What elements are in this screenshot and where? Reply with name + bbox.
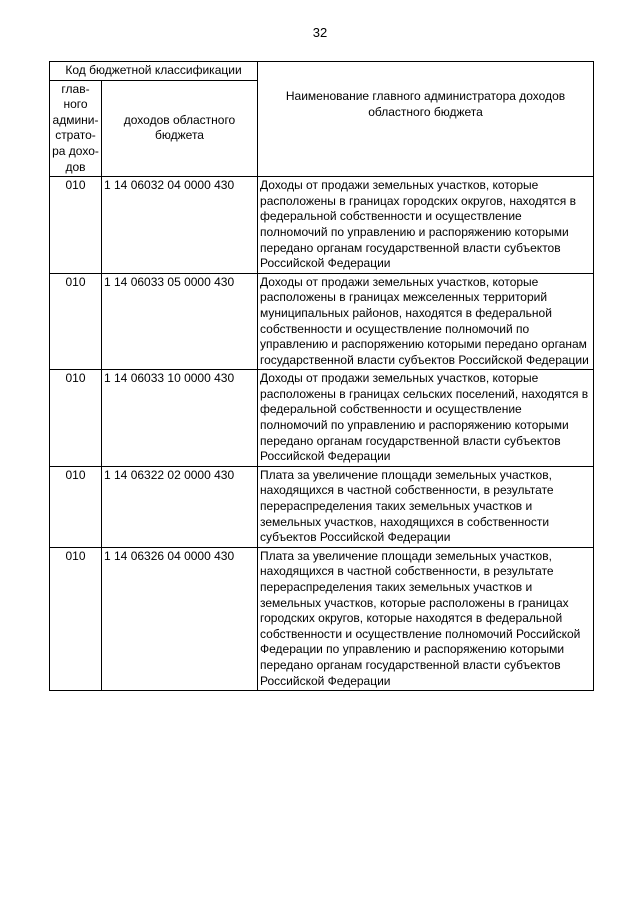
table-row (50, 547, 594, 690)
row-budget-code: 1 14 06322 02 0000 430 (102, 466, 258, 547)
header-row-group (50, 62, 594, 81)
row-budget-code: 1 14 06033 05 0000 430 (102, 273, 258, 370)
table-row (50, 177, 594, 274)
row-revenue-name: Доходы от продажи земельных участков, которые расположены в границах сельских поселений, находятся в федеральной собственности и осуществление полномочий по управлению и распоряжению которыми передано органам государственной власти субъектов Российской Федерации (258, 370, 594, 467)
row-budget-code: 1 14 06032 04 0000 430 (102, 177, 258, 274)
header-administrator-name: Наименование главного администратора доходов областного бюджета (258, 62, 594, 177)
row-budget-code: 1 14 06326 04 0000 430 (102, 547, 258, 690)
row-revenue-name: Доходы от продажи земельных участков, которые расположены в границах городских округов, находятся в федеральной собственности и осуществление полномочий по управлению и распоряжению которыми передано органам государственной власти субъектов Российской Федерации (258, 177, 594, 274)
row-revenue-name: Плата за увеличение площади земельных участков, находящихся в частной собственности, в результате перераспределения таких земельных участков и земельных участков, находящихся в собственности субъектов Российской Федерации (258, 466, 594, 547)
page-number: 32 (312, 25, 328, 40)
row-admin-code: 010 (50, 273, 102, 370)
header-main-administrator: глав-ного админи-страто-ра дохо-дов (50, 80, 102, 177)
table-row (50, 466, 594, 547)
budget-classification-table (49, 61, 594, 691)
row-admin-code: 010 (50, 177, 102, 274)
table-row (50, 273, 594, 370)
header-classification-code: Код бюджетной классификации (50, 62, 258, 81)
row-budget-code: 1 14 06033 10 0000 430 (102, 370, 258, 467)
row-admin-code: 010 (50, 466, 102, 547)
row-revenue-name: Плата за увеличение площади земельных участков, находящихся в частной собственности, в результате перераспределения таких земельных участков и земельных участков, которые расположены в границах городских округов, которые находятся в федеральной собственности и осуществление полномочий Российской Федерации по управлению и распоряжению которыми передано органам государственной власти субъектов Российской Федерации (258, 547, 594, 690)
header-revenue-code: доходов областного бюджета (102, 80, 258, 177)
row-admin-code: 010 (50, 370, 102, 467)
row-admin-code: 010 (50, 547, 102, 690)
row-revenue-name: Доходы от продажи земельных участков, которые расположены в границах межселенных территорий муниципальных районов, находятся в федеральной собственности и осуществление полномочий по управлению и распоряжению которыми передано органам государственной власти субъектов Российской Федерации (258, 273, 594, 370)
table-row (50, 370, 594, 467)
